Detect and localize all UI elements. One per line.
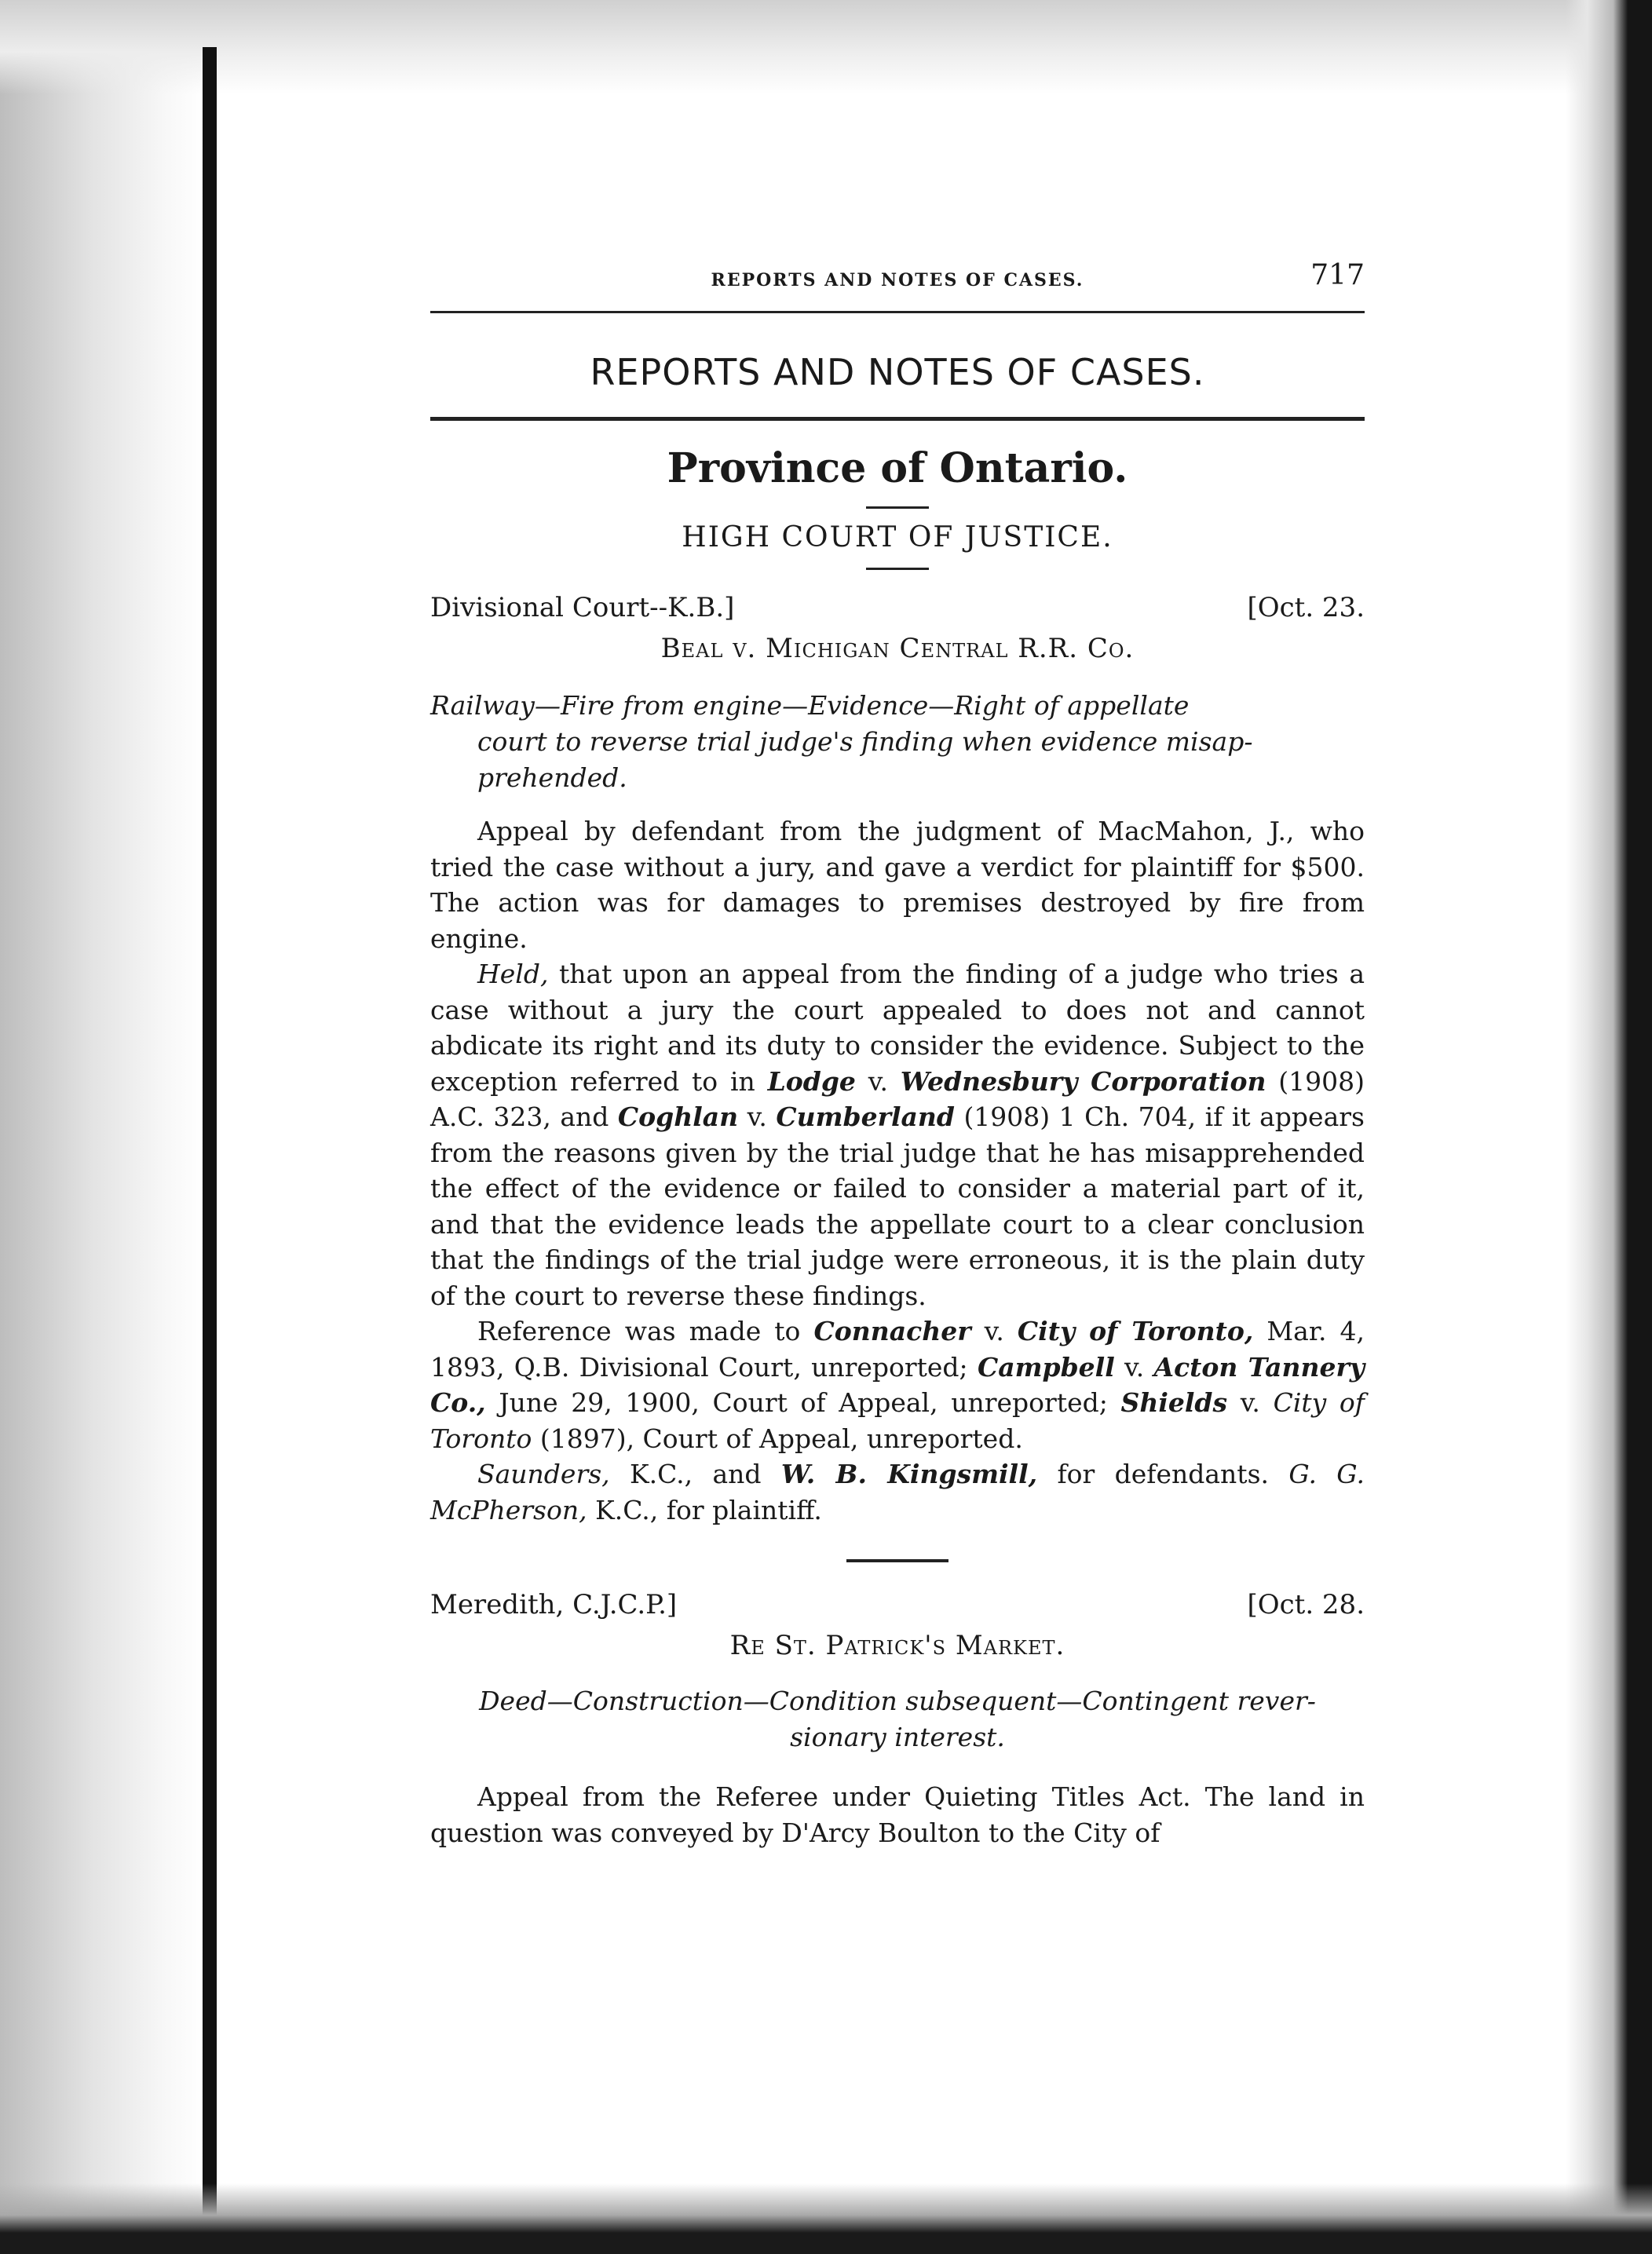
case1-headnote-line: prehended. <box>477 762 627 793</box>
text-run: Reference was made to <box>477 1316 801 1346</box>
case1-court: Divisional Court--K.B.] <box>430 592 735 623</box>
province-heading: Province of Ontario. <box>667 444 1128 492</box>
text-run: v. <box>747 1101 767 1132</box>
case2-headnote-line: Deed—Construction—Condition subsequent—Contingent rever- <box>479 1686 1316 1716</box>
case-citation: Shields <box>1120 1387 1228 1418</box>
case-citation: Lodge <box>767 1065 856 1097</box>
text-run: for defendants. <box>1057 1459 1269 1489</box>
text-run: v. <box>984 1316 1004 1346</box>
case1-date: [Oct. 23. <box>1247 592 1365 623</box>
short-rule <box>866 506 929 509</box>
case1-paragraph-reference <box>430 1313 1365 1456</box>
court-heading: HIGH COURT OF JUSTICE. <box>682 521 1113 553</box>
running-head <box>430 259 1365 306</box>
section-title: REPORTS AND NOTES OF CASES. <box>590 351 1205 393</box>
header-rule <box>430 311 1365 313</box>
case2-date: [Oct. 28. <box>1247 1589 1365 1620</box>
case-citation: Connacher <box>813 1316 971 1346</box>
scan-shadow-top <box>0 0 1652 94</box>
case1-headnote-line: Railway—Fire from engine—Evidence—Right of appellate <box>430 690 1190 721</box>
case-citation: City of Toronto, <box>1017 1316 1254 1346</box>
scan-shadow-right <box>1566 0 1652 2254</box>
text-run: June 29, 1900, Court of Appeal, unreported; <box>499 1387 1108 1418</box>
case1-headnote-line: court to reverse trial judge's finding when evidence misap- <box>477 726 1253 757</box>
book-page <box>430 259 1365 1850</box>
scan-shadow-left <box>0 0 204 2254</box>
held-label: Held, <box>477 959 549 989</box>
case2-name: Re St. Patrick's Market. <box>729 1630 1065 1661</box>
case-citation: Cumberland <box>776 1101 955 1132</box>
case1-counsel <box>430 1456 1365 1528</box>
case1-court-line <box>430 592 1365 623</box>
text-run: (1897), Court of Appeal, unreported. <box>539 1423 1023 1454</box>
case-citation: Wednesbury Corporation <box>900 1065 1266 1097</box>
scan-shadow-bottom <box>0 2183 1652 2254</box>
case-citation: City of Toronto <box>430 1387 1365 1454</box>
running-head-title: REPORTS AND NOTES OF CASES. <box>711 270 1084 290</box>
case1-body <box>430 813 1365 1528</box>
case-citation: Acton Tannery Co., <box>430 1351 1365 1418</box>
text-run: that upon an appeal from the finding of a judge who tries a case without a jury the court appealed to does not and cannot abdicate its right and its duty to consider the evidence. Subject to the exception referred to in <box>430 959 1365 1097</box>
page-number: 717 <box>1310 259 1365 291</box>
counsel-name: G. G. McPherson, <box>430 1459 1365 1525</box>
case2-headnote-line: sionary interest. <box>790 1722 1005 1752</box>
text-run: K.C., and <box>629 1459 762 1489</box>
case-citation: Campbell <box>977 1351 1115 1383</box>
case2-court: Meredith, C.J.C.P.] <box>430 1589 678 1620</box>
counsel-name: Saunders, <box>477 1459 610 1489</box>
text-run: (1908) A.C. 323, and <box>430 1065 1365 1132</box>
book-spine-edge <box>203 47 217 2254</box>
text-run: v. <box>1124 1351 1145 1383</box>
text-run: K.C., for plaintiff. <box>595 1494 822 1525</box>
text-run: v. <box>1240 1387 1260 1418</box>
case1-paragraph: Appeal by defendant from the judgment of MacMahon, J., who tried the case without a jury, and gave a verdict for plaintiff for $500. The action was for damages to premises destroyed by fire from engine. <box>430 816 1365 954</box>
text-run: v. <box>868 1065 888 1097</box>
case1-paragraph-held <box>430 956 1365 1313</box>
text-run: (1908) 1 Ch. 704, if it appears from the reasons given by the trial judge that he has misapprehended the effect of the evidence or failed to consider a material part of it, and that the evidence leads the appellate court to a clear conclusion that the findings of the trial judge were erroneous, it is the plain duty of the court to reverse these findings. <box>430 1101 1365 1311</box>
counsel-name: W. B. Kingsmill, <box>780 1459 1038 1489</box>
case1-name: Beal v. Michigan Central R.R. Co. <box>660 633 1135 664</box>
case2-headnote <box>430 1683 1365 1755</box>
case2-court-line <box>430 1589 1365 1620</box>
section-rule <box>430 417 1365 421</box>
case1-headnote <box>430 688 1365 796</box>
text-run: Mar. 4, 1893, Q.B. Divisional Court, unreported; <box>430 1316 1365 1383</box>
case2-body <box>430 1779 1365 1850</box>
case2-paragraph: Appeal from the Referee under Quieting Titles Act. The land in question was conveyed by D'Arcy Boulton to the City of <box>430 1781 1365 1848</box>
case-separator-rule <box>846 1559 948 1562</box>
short-rule <box>866 568 929 570</box>
case-citation: Coghlan <box>617 1101 739 1132</box>
